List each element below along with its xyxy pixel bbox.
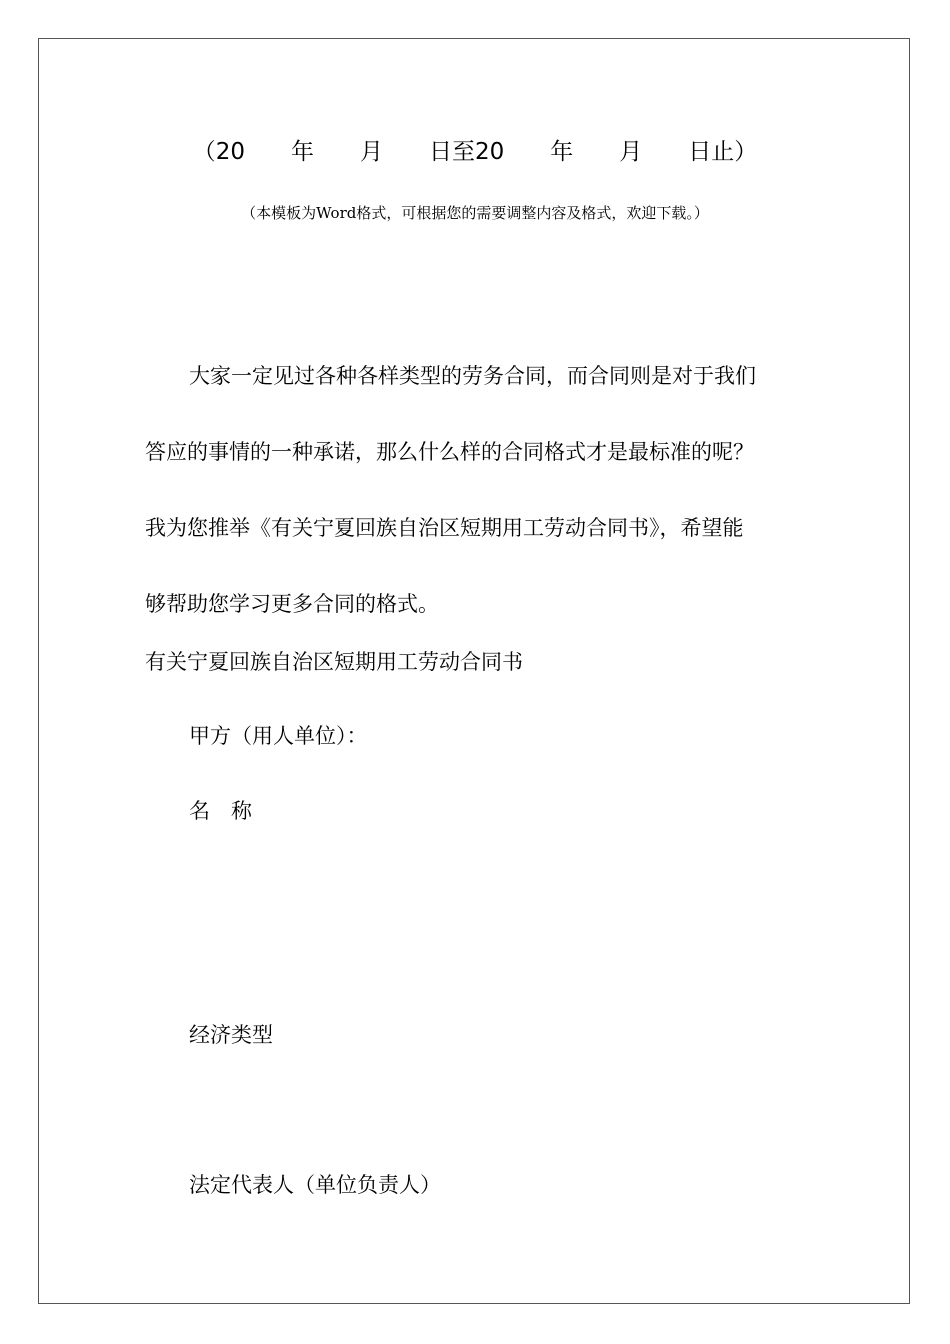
economic-type-label: 经济类型: [189, 1023, 273, 1047]
intro-line: 够帮助您学习更多合同的格式。: [145, 592, 439, 616]
intro-paragraph: [145, 338, 805, 642]
legal-representative-label: 法定代表人（单位负责人）: [189, 1173, 441, 1197]
contract-title: 有关宁夏回族自治区短期用工劳动合同书: [145, 650, 523, 674]
name-label: 名 称: [189, 799, 252, 823]
intro-line: 大家一定见过各种各样类型的劳务合同，而合同则是对于我们: [189, 364, 756, 388]
contract-period: （20 年 月 日至20 年 月 日止）: [192, 139, 758, 165]
intro-line: 答应的事情的一种承诺，那么什么样的合同格式才是最标准的呢？: [145, 440, 754, 464]
party-a-label: 甲方（用人单位）：: [189, 724, 368, 748]
intro-line: 我为您推举《有关宁夏回族自治区短期用工劳动合同书》，希望能: [145, 516, 744, 540]
template-note: （本模板为Word格式，可根据您的需要调整内容及格式，欢迎下载。）: [241, 204, 709, 222]
